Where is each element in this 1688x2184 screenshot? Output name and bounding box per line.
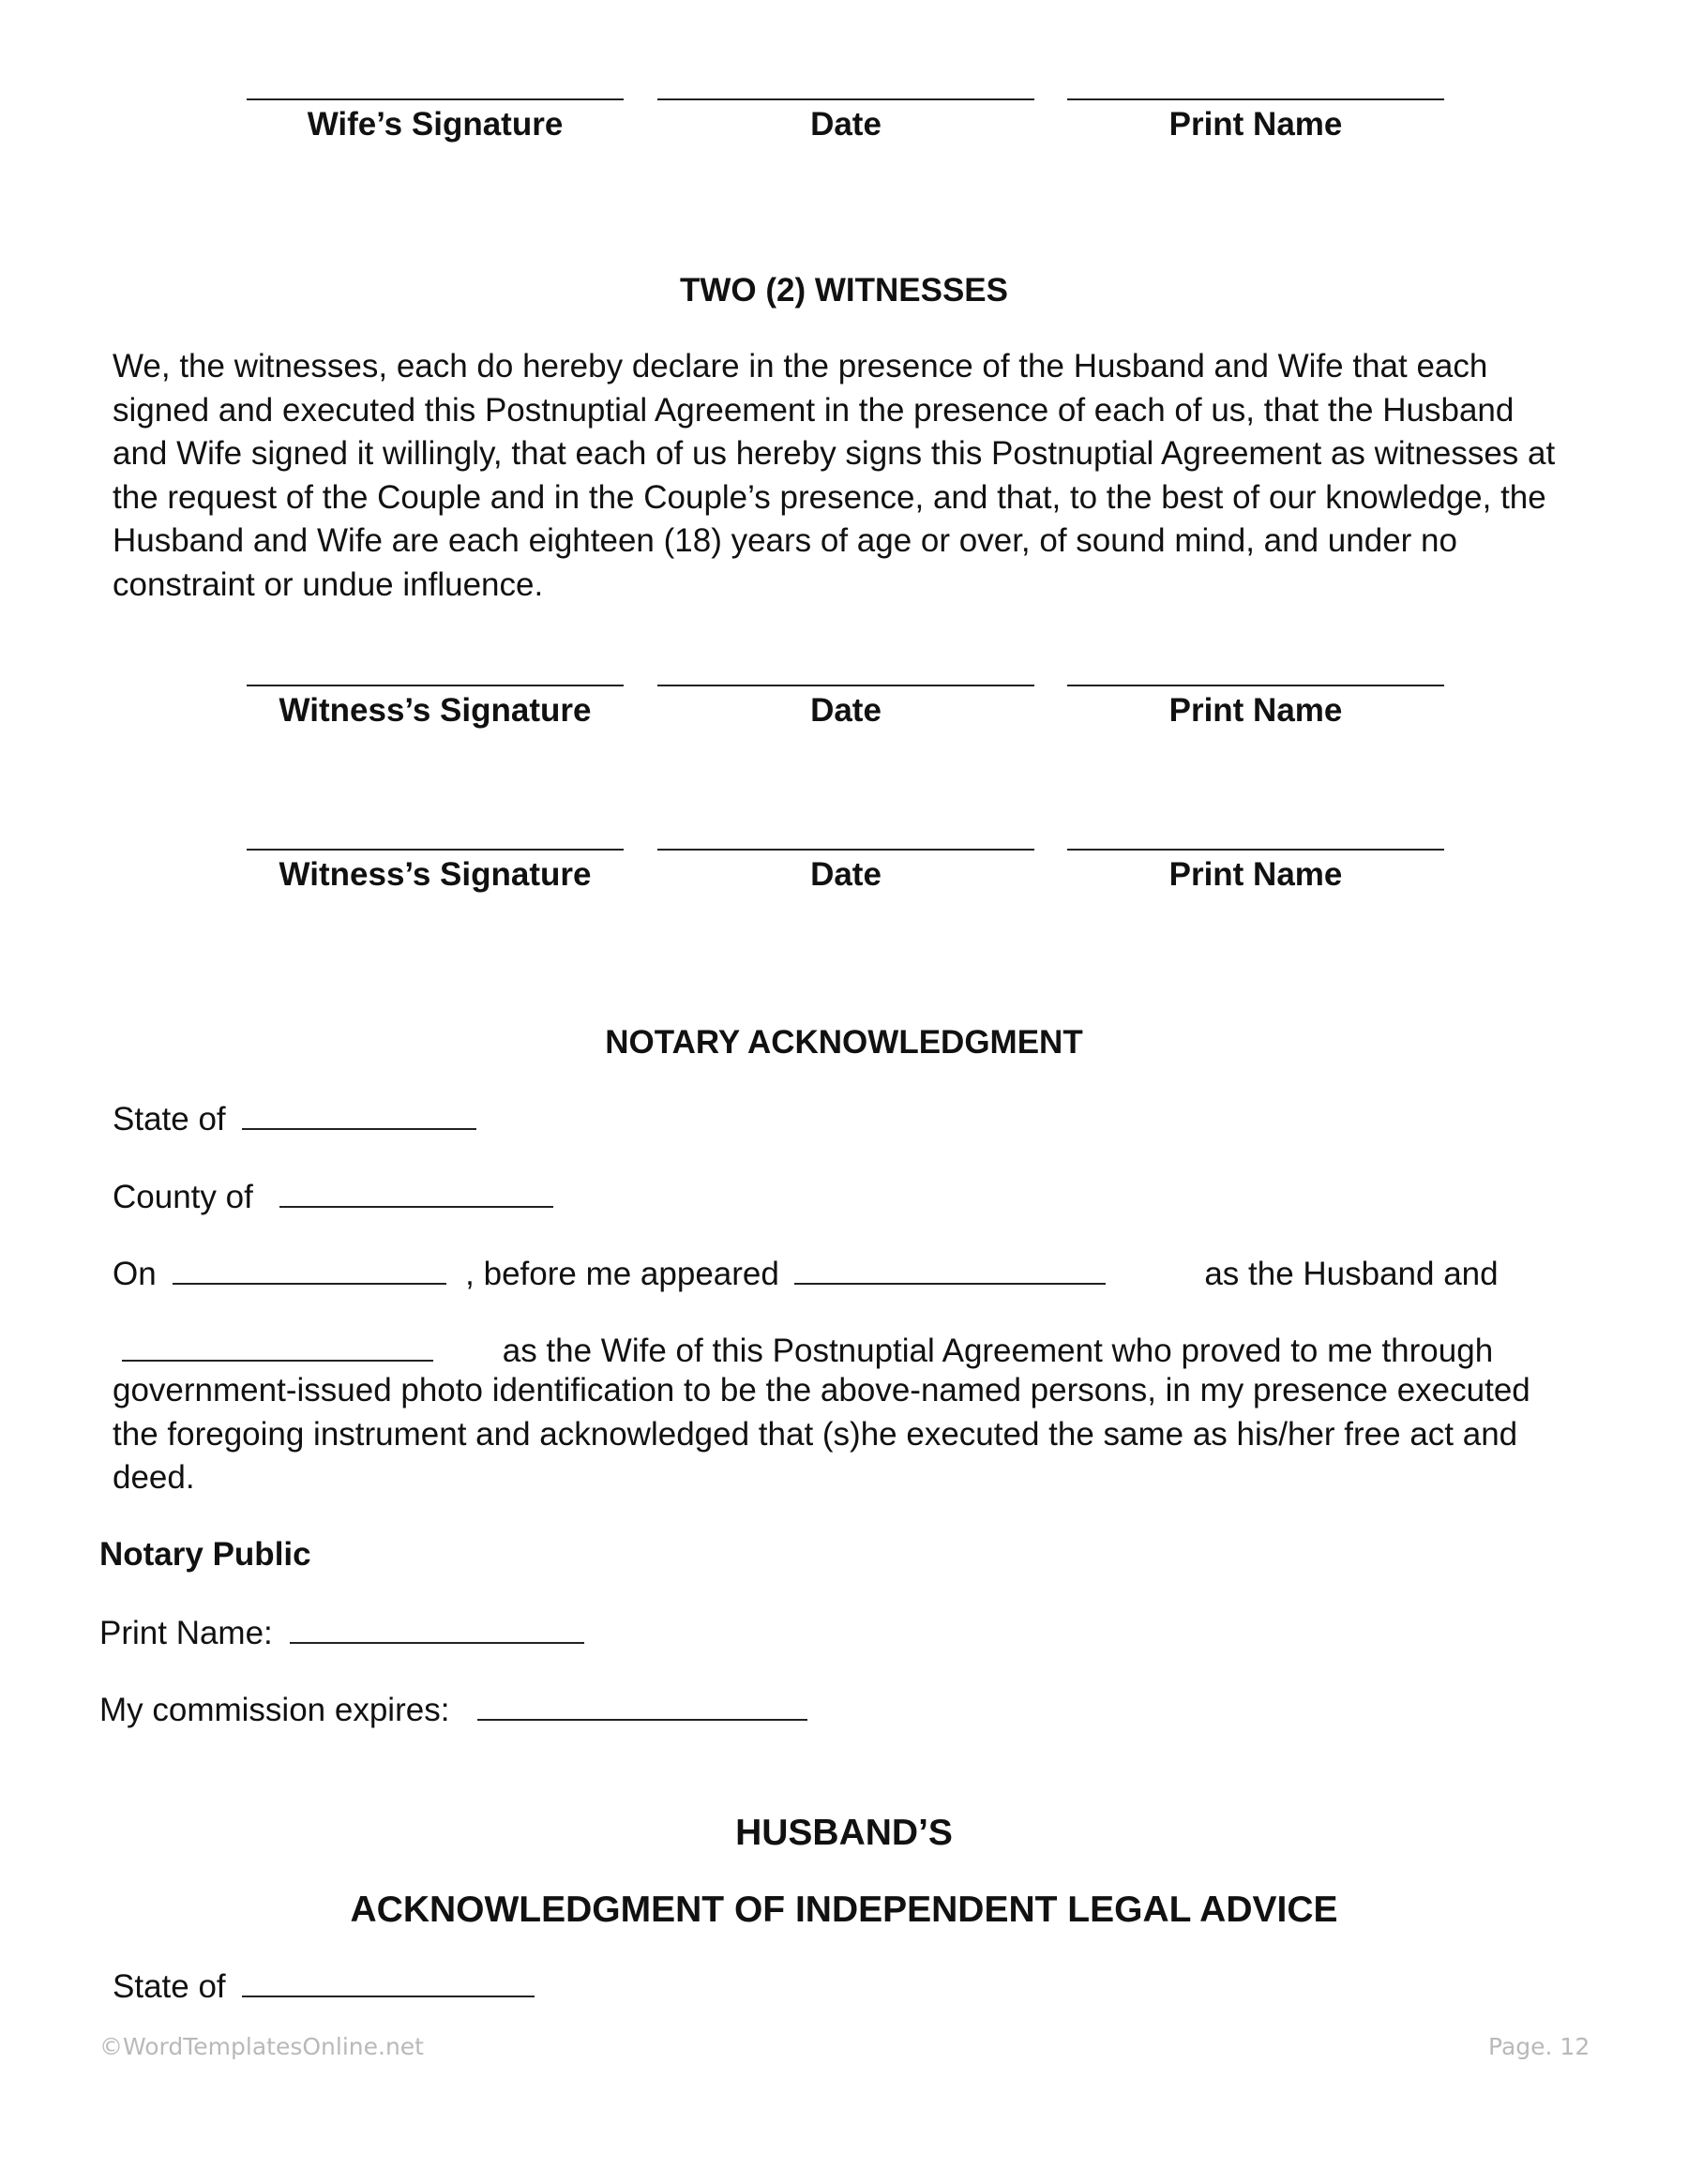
notary-appearance-line [113, 1253, 1499, 1294]
wife-signature-field[interactable] [247, 98, 624, 143]
wife-signature-label: Wife’s Signature [307, 106, 564, 143]
date-label: Date [810, 106, 882, 143]
witness-2-signature-field[interactable] [247, 849, 624, 894]
state-label: State of [113, 1101, 226, 1137]
print-name-label: Print Name [1168, 692, 1343, 729]
state-blank[interactable] [242, 1098, 476, 1130]
witness-2-print-name-field[interactable] [1067, 849, 1444, 894]
wife-label: as the Wife of this Postnuptial Agreement who proved to me through [502, 1333, 1494, 1369]
before-me-label: , before me appeared [465, 1256, 779, 1292]
wife-signature-row [247, 98, 1450, 164]
witness-1-signature-field[interactable] [247, 685, 624, 730]
county-label: County of [113, 1179, 253, 1215]
county-blank[interactable] [279, 1176, 553, 1208]
on-label: On [113, 1256, 157, 1292]
witnesses-paragraph: We, the witnesses, each do hereby declare in the presence of the Husband and Wife that each signed and executed this Postnuptial Agreement in the presence of each of us, that the Husband and Wife signed it willingly, that each of us hereby signs this Postnuptial Agreement as witnesses at the request of the Couple and in the Couple’s presence, and that, to the best of our knowledge, the Husband and Wife are each eighteen (18) years of age or over, of sound mind, and under no constraint or undue influence. [113, 348, 1556, 603]
notary-print-name-line [99, 1612, 584, 1653]
print-name-line [1067, 849, 1444, 851]
husband-label: as the Husband and [1204, 1256, 1499, 1292]
witnesses-heading: TWO (2) WITNESSES [680, 272, 1008, 309]
witness-signature-label: Witness’s Signature [279, 856, 592, 893]
witness-signature-row-1 [247, 685, 1450, 750]
husband-name-blank[interactable] [794, 1253, 1106, 1285]
date-label: Date [810, 856, 882, 893]
witness-signature-label: Witness’s Signature [279, 692, 592, 729]
date-blank[interactable] [173, 1253, 446, 1285]
signature-line [247, 685, 624, 686]
notary-state-line [113, 1098, 476, 1139]
witness-1-print-name-field[interactable] [1067, 685, 1444, 730]
wife-print-name-field[interactable] [1067, 98, 1444, 143]
print-name-line [1067, 98, 1444, 100]
print-name-label: Print Name: [99, 1615, 273, 1651]
notary-commission-line [99, 1689, 807, 1730]
signature-line [247, 849, 624, 851]
date-line [657, 685, 1034, 686]
footer-copyright: ©WordTemplatesOnline.net [99, 2033, 424, 2060]
commission-label: My commission expires: [99, 1692, 450, 1728]
date-label: Date [810, 692, 882, 729]
husband-heading-line1: HUSBAND’S [735, 1813, 953, 1853]
wife-name-blank[interactable] [122, 1330, 433, 1362]
state-label: State of [113, 1968, 226, 2005]
print-name-label: Print Name [1168, 106, 1343, 143]
witness-signature-row-2 [247, 849, 1450, 914]
commission-blank[interactable] [477, 1689, 807, 1721]
print-name-label: Print Name [1168, 856, 1343, 893]
date-line [657, 849, 1034, 851]
witness-2-date-field[interactable] [657, 849, 1034, 894]
notary-heading: NOTARY ACKNOWLEDGMENT [605, 1024, 1083, 1061]
husband-state-line [113, 1966, 535, 2007]
husband-state-blank[interactable] [242, 1966, 535, 1997]
husband-heading-line2: ACKNOWLEDGMENT OF INDEPENDENT LEGAL ADVICE [350, 1890, 1338, 1930]
notary-public-label: Notary Public [99, 1536, 311, 1573]
print-name-line [1067, 685, 1444, 686]
footer-page-number: Page. 12 [1488, 2033, 1590, 2060]
date-line [657, 98, 1034, 100]
notary-paragraph: government-issued photo identification to be the above-named persons, in my presence executed the foregoing instrument and acknowledged that (s)he executed the same as his/her free act and deed. [113, 1372, 1530, 1496]
witness-1-date-field[interactable] [657, 685, 1034, 730]
notary-county-line [113, 1176, 553, 1217]
wife-date-field[interactable] [657, 98, 1034, 143]
notary-wife-line [122, 1330, 1493, 1371]
notary-print-name-blank[interactable] [290, 1612, 584, 1644]
signature-line [247, 98, 624, 100]
